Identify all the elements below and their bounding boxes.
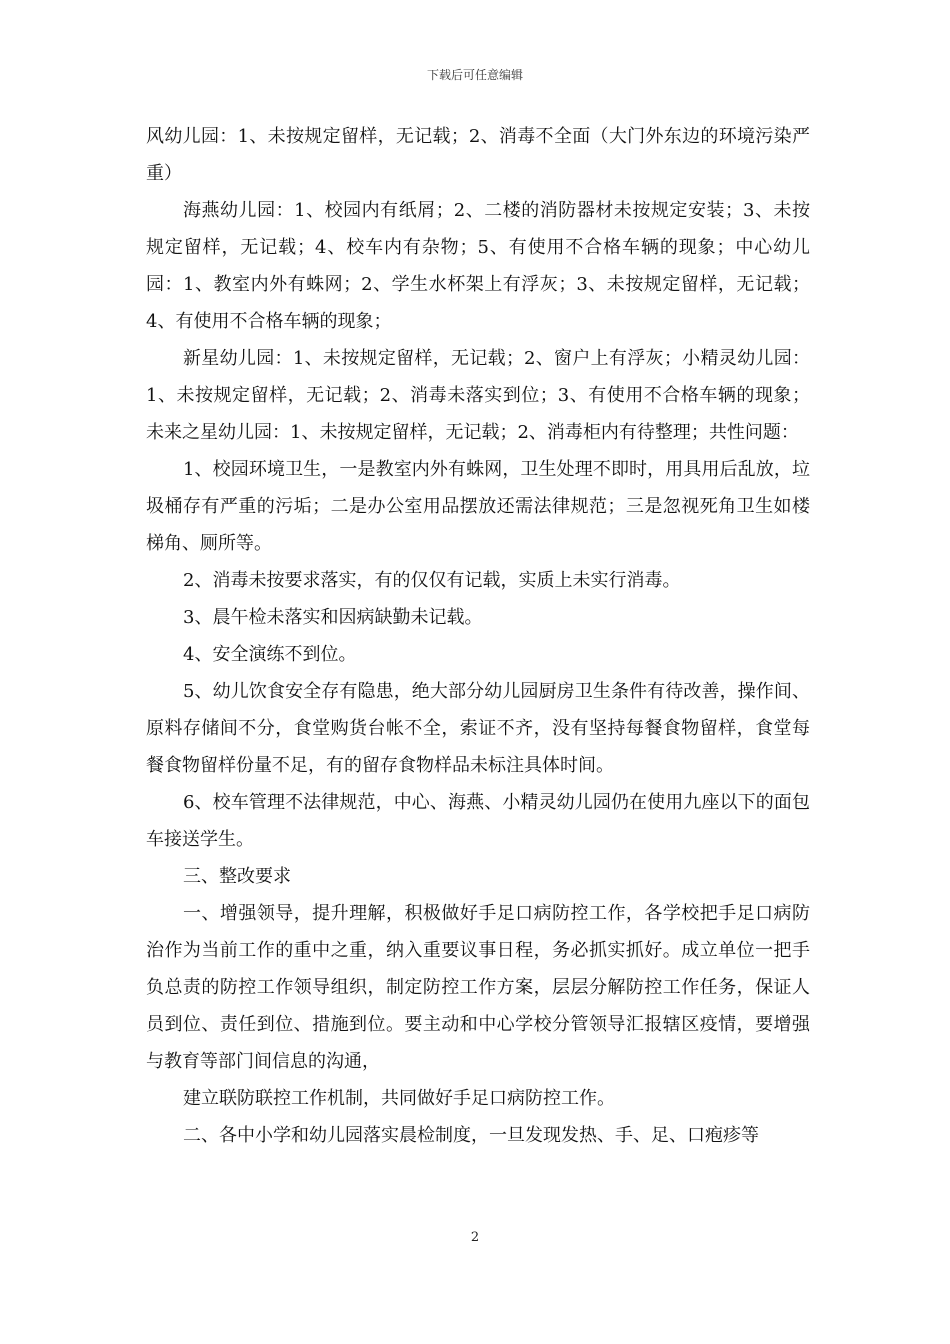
paragraph: 5、幼儿饮食安全存有隐患，绝大部分幼儿园厨房卫生条件有待改善，操作间、原料存储间不分，食堂购货台帐不全，索证不齐，没有坚持每餐食物留样，食堂每餐食物留样份量不足，有的留存食物样品未标注具体时间。 xyxy=(146,681,810,776)
paragraph: 一、增强领导，提升理解，积极做好手足口病防控工作，各学校把手足口病防治作为当前工作的重中之重，纳入重要议事日程，务必抓实抓好。成立单位一把手负总责的防控工作领导组织，制定防控工作方案，层层分解防控工作任务，保证人员到位、责任到位、措施到位。要主动和中心学校分管领导汇报辖区疫情，要增强与教育等部门间信息的沟通， xyxy=(146,903,810,1072)
page-number: 2 xyxy=(470,1230,480,1245)
paragraph: 二、各中小学和幼儿园落实晨检制度，一旦发现发热、手、足、口疱疹等 xyxy=(183,1125,759,1146)
paragraph: 1、校园环境卫生，一是教室内外有蛛网，卫生处理不即时，用具用后乱放，垃圾桶存有严重的污垢；二是办公室用品摆放还需法律规范；三是忽视死角卫生如楼梯角、厕所等。 xyxy=(146,459,810,554)
paragraph: 4、安全演练不到位。 xyxy=(183,644,357,665)
paragraph: 新星幼儿园：1、未按规定留样，无记载；2、窗户上有浮灰；小精灵幼儿园：1、未按规定留样，无记载；2、消毒未落实到位；3、有使用不合格车辆的现象；未来之星幼儿园：1、未按规定留样，无记载；2、消毒柜内有待整理；共性问题： xyxy=(146,348,810,443)
section-heading: 三、整改要求 xyxy=(183,866,291,887)
paragraph: 风幼儿园：1、未按规定留样，无记载；2、消毒不全面（大门外东边的环境污染严重） xyxy=(146,126,810,184)
paragraph: 3、晨午检未落实和因病缺勤未记载。 xyxy=(183,607,483,628)
page-header: 下载后可任意编辑 xyxy=(426,68,523,82)
paragraph: 2、消毒未按要求落实，有的仅仅有记载，实质上未实行消毒。 xyxy=(183,570,681,591)
paragraph: 6、校车管理不法律规范，中心、海燕、小精灵幼儿园仍在使用九座以下的面包车接送学生。 xyxy=(146,792,810,850)
document-body xyxy=(146,118,810,1154)
paragraph: 建立联防联控工作机制，共同做好手足口病防控工作。 xyxy=(183,1088,615,1109)
paragraph: 海燕幼儿园：1、校园内有纸屑；2、二楼的消防器材未按规定安装；3、未按规定留样，无记载；4、校车内有杂物；5、有使用不合格车辆的现象；中心幼儿园：1、教室内外有蛛网；2、学生水杯架上有浮灰；3、未按规定留样，无记载；4、有使用不合格车辆的现象； xyxy=(146,200,810,332)
